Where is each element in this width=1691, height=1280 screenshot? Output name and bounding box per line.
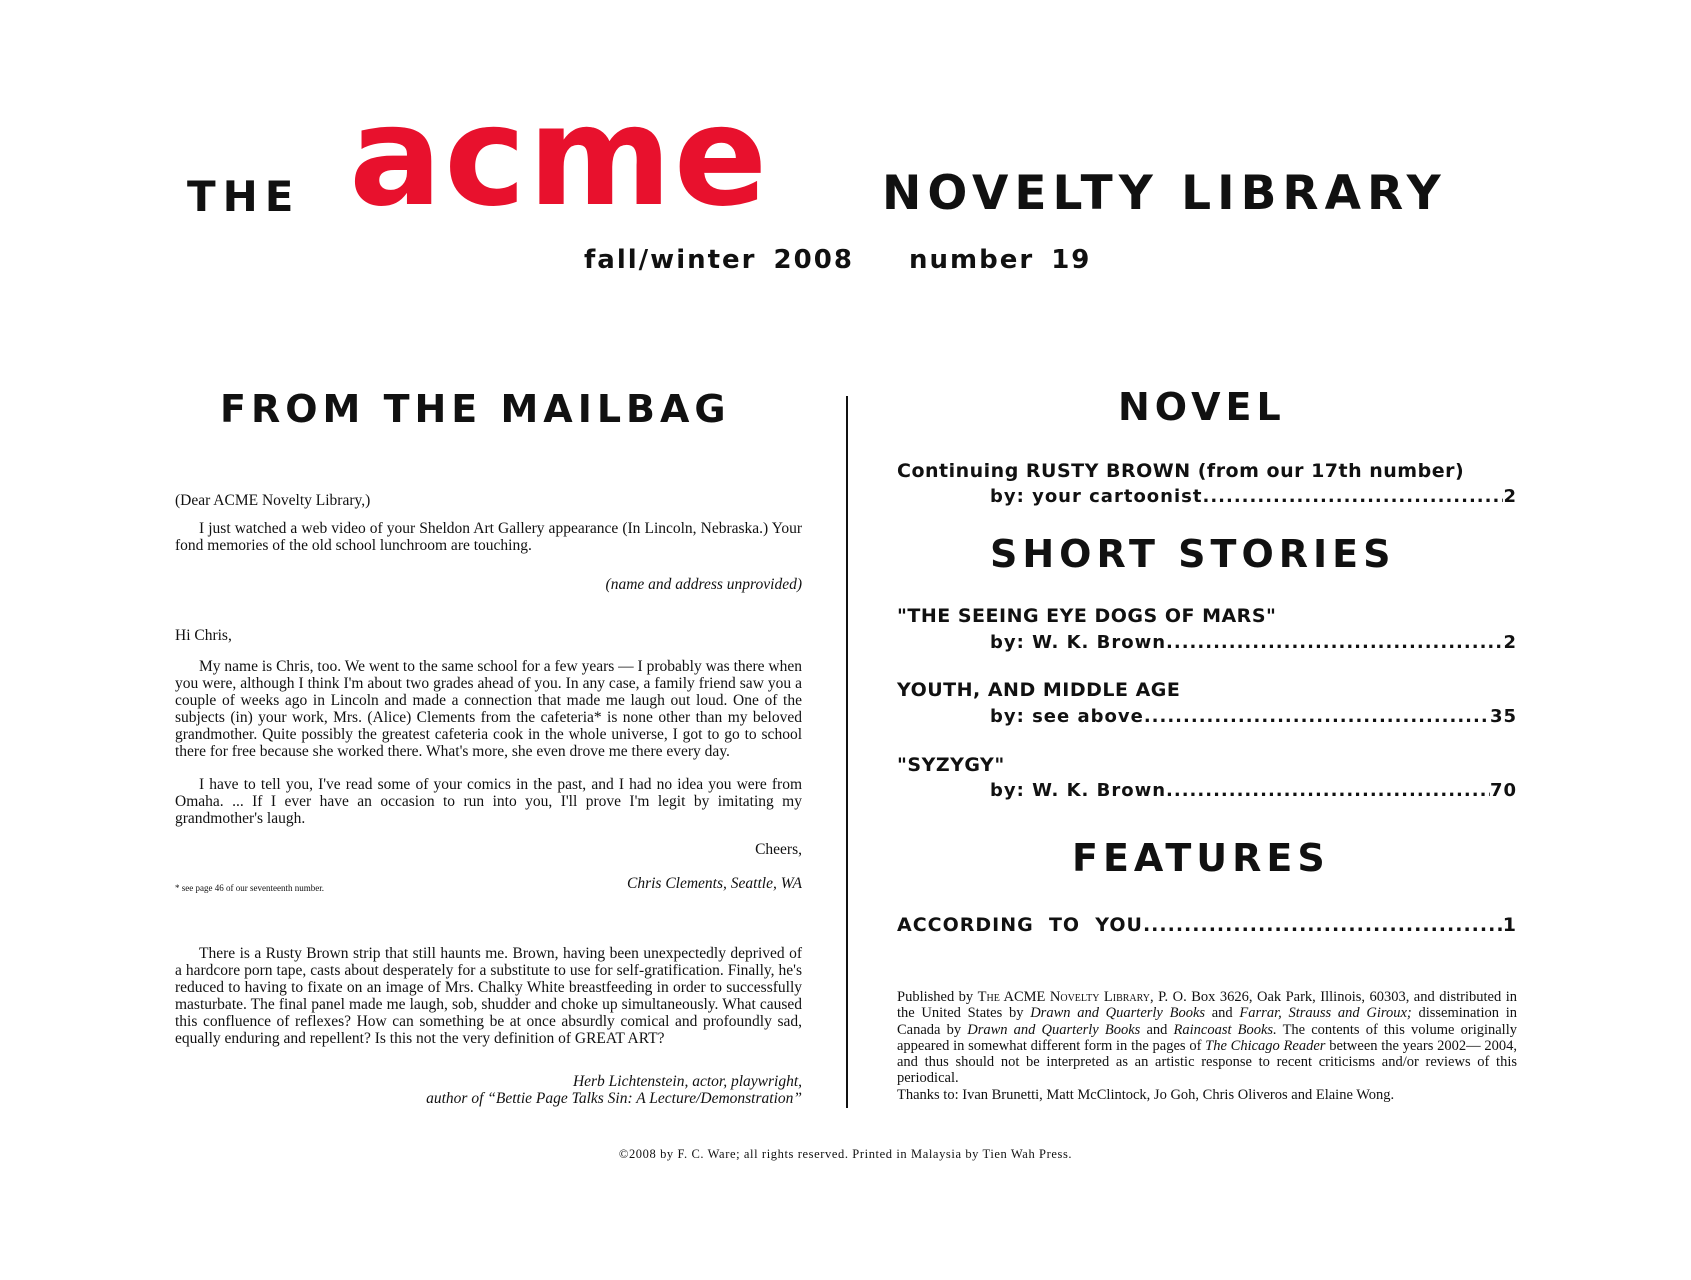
novel-page: 2 <box>1503 486 1517 507</box>
pub-text: The contents of this volume originally appeared in somewhat different form in the pages of <box>897 1021 1517 1054</box>
story-3-page: 70 <box>1489 780 1517 801</box>
pub-text: Published by <box>897 989 978 1005</box>
feature-1-title: ACCORDING TO YOU <box>897 914 1143 936</box>
story-1-byline <box>990 632 1517 653</box>
features-heading: FEATURES <box>1072 836 1330 880</box>
letter-2-salutation: Hi Chris, <box>175 627 232 644</box>
letter-3-body: There is a Rusty Brown strip that still haunts me. Brown, having been unexpectedly deprived of a hardcore porn tape, casts about desperately for a substitute to use for self-gratification. Finally, he's reduced to having to fixate on an image of Mrs. Chalky White breastfeeding in order to successfully masturbate. The final panel made me laugh, sob, shudder and choke up simultaneously. What caused this confluence of reflexes? How can something be at once absurdly comical and profoundly sad, equally enduring and repellent? Is this not the very definition of GREAT ART? <box>175 945 802 1047</box>
issue-line <box>584 245 1091 275</box>
letter-1 <box>175 492 802 554</box>
masthead-the: THE <box>187 172 301 221</box>
letter-3-signature <box>175 1073 802 1107</box>
pub-dist-us-1: Drawn and Quarterly Books <box>1030 1005 1206 1022</box>
letter-3 <box>175 945 802 1047</box>
novel-title: Continuing RUSTY BROWN (from our 17th number) <box>897 460 1465 482</box>
letter-2-body-1: My name is Chris, too. We went to the same school for a few years — I probably was there when you were, although I think I'm about two grades ahead of you. In any case, a family friend saw you a couple of weeks ago in Lincoln and made a connection that made me laugh out loud. One of the subjects (in) your work, Mrs. (Alice) Clements from the cafeteria* is none other than my beloved grandmother. Quite possibly the greatest cafeteria cook in the whole universe, I got to go to school there for free because she worked there. What's more, she even drove me there every day. <box>175 658 802 760</box>
letter-3-signature-line-1: Herb Lichtenstein, actor, playwright, <box>572 1073 802 1090</box>
story-3-title: "SYZYGY" <box>897 754 1005 776</box>
story-1-page: 2 <box>1503 632 1517 653</box>
story-1-by: by: W. K. Brown <box>990 632 1167 653</box>
pub-text: , P. O. Box 3626, Oak Park, Illinois, 60303, and distributed in the United States by <box>897 989 1517 1022</box>
leader-dots <box>1143 914 1503 936</box>
letter-1-salutation: (Dear ACME Novelty Library,) <box>175 492 371 509</box>
leader-dots <box>1144 706 1490 727</box>
masthead-novelty-library: NOVELTY LIBRARY <box>882 166 1447 221</box>
pub-dist-ca-2: Raincoast Books. <box>1173 1021 1277 1038</box>
pub-dist-us-2: Farrar, Strauss and Giroux; <box>1239 1005 1412 1022</box>
pub-publisher: The ACME Novelty Library <box>977 989 1150 1005</box>
letter-1-body: I just watched a web video of your Sheldon Art Gallery appearance (In Lincoln, Nebraska.) Your fond memories of the old school lunchroom are touching. <box>175 520 802 554</box>
letter-2-footnote: * see page 46 of our seventeenth number. <box>175 883 324 893</box>
pub-text: between the years 2002— 2004, and thus should not be interpreted as an artistic response to recent criticisms and/or reviews of this periodical. <box>897 1037 1517 1087</box>
leader-dots <box>1166 780 1490 801</box>
story-2-title: YOUTH, AND MIDDLE AGE <box>897 679 1181 701</box>
story-1-title: "THE SEEING EYE DOGS OF MARS" <box>897 605 1277 627</box>
story-3-by: by: W. K. Brown <box>990 780 1167 801</box>
pub-text: and <box>1140 1021 1174 1038</box>
publication-info <box>897 989 1517 1103</box>
novel-by: by: your cartoonist <box>990 486 1203 507</box>
pub-thanks: Thanks to: Ivan Brunetti, Matt McClintock, Jo Goh, Chris Oliveros and Elaine Wong. <box>897 1086 1395 1103</box>
pub-reader: The Chicago Reader <box>1205 1037 1326 1054</box>
mailbag-heading: FROM THE MAILBAG <box>220 387 731 431</box>
feature-1-page: 1 <box>1502 914 1517 936</box>
issue-number: number 19 <box>908 245 1092 275</box>
letter-2-body-2: I have to tell you, I've read some of your comics in the past, and I had no idea you were from Omaha. ... If I ever have an occasion to run into you, I'll prove I'm legit by imitating my grandmother's laugh. <box>175 776 802 827</box>
issue-season: fall/winter 2008 <box>584 245 854 275</box>
story-2-byline <box>990 706 1517 727</box>
masthead-acme-logo: acme <box>349 76 770 237</box>
letter-2 <box>175 627 802 827</box>
column-divider <box>846 396 848 1108</box>
leader-dots <box>1202 486 1503 507</box>
letter-2-closing: Cheers, <box>755 841 802 858</box>
short-stories-heading: SHORT STORIES <box>990 532 1396 576</box>
letter-3-signature-line-2: author of “Bettie Page Talks Sin: A Lecture/Demonstration” <box>426 1090 802 1107</box>
pub-text: and <box>1205 1005 1240 1022</box>
pub-dist-ca-1: Drawn and Quarterly Books <box>967 1021 1141 1038</box>
pub-text: dissemination in Canada by <box>897 1005 1517 1038</box>
letter-1-signature: (name and address unprovided) <box>605 576 802 593</box>
story-2-page: 35 <box>1489 706 1517 727</box>
story-2-by: by: see above <box>990 706 1144 727</box>
letter-2-signature: Chris Clements, Seattle, WA <box>627 875 802 892</box>
novel-heading: NOVEL <box>1118 385 1286 429</box>
copyright-line: ©2008 by F. C. Ware; all rights reserved. Printed in Malaysia by Tien Wah Press. <box>618 1147 1073 1161</box>
story-3-byline <box>990 780 1517 801</box>
leader-dots <box>1166 632 1503 653</box>
novel-byline <box>990 486 1517 507</box>
feature-1-line <box>897 914 1517 936</box>
